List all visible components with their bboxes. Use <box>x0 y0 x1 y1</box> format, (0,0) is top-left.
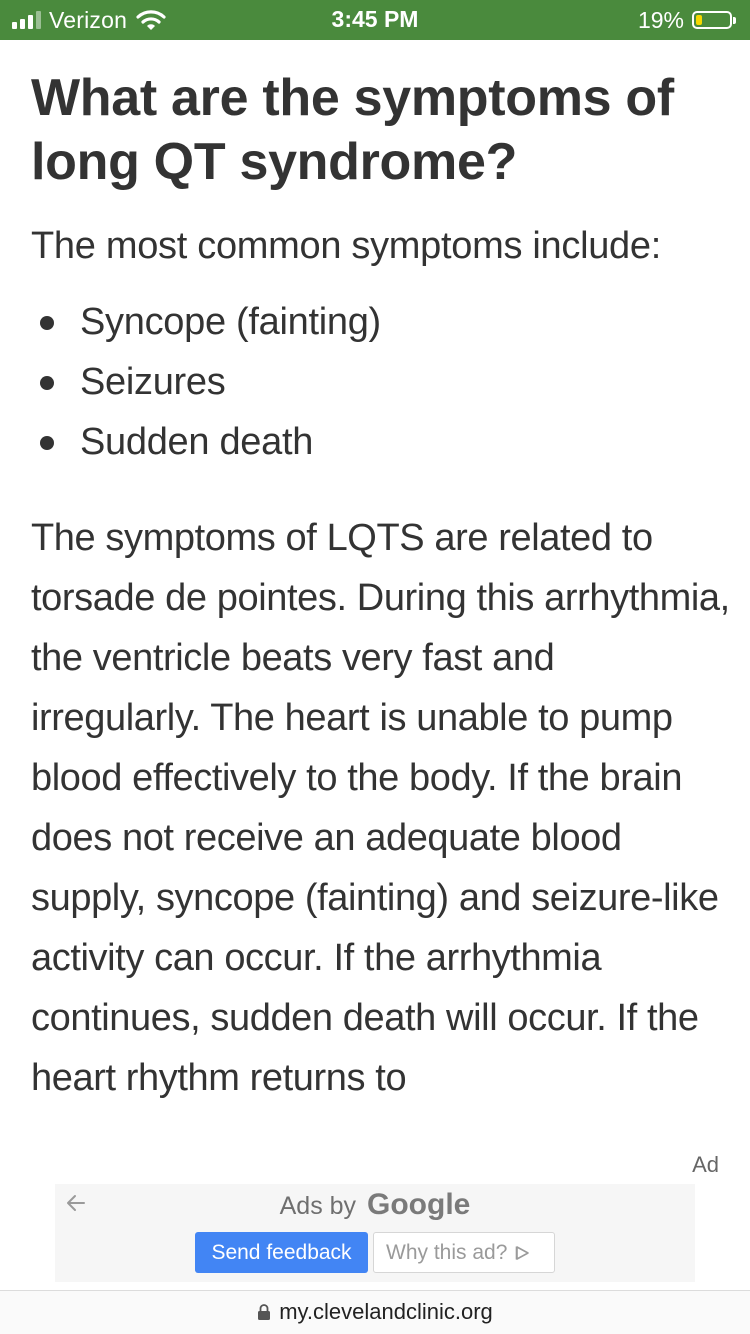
page-title: What are the symptoms of long QT syndrome? <box>31 69 674 191</box>
google-logo: Google <box>367 1188 471 1221</box>
list-item <box>31 352 731 412</box>
body-paragraph: The symptoms of LQTS are related to torsade de pointes. During this arrhythmia, the ventricle beats very fast and irregularly. The heart is unable to pump blood effectively to the body. If the brain does not receive an adequate blood supply, syncope (fainting) and seizure-like activity can occur. If the arrhythmia continues, sudden death will occur. If the heart rhythm returns to <box>31 517 730 1099</box>
ads-by-google <box>55 1188 695 1222</box>
ad-container <box>55 1184 695 1282</box>
play-icon <box>515 1245 531 1261</box>
lock-icon <box>257 1303 271 1321</box>
status-bar <box>0 0 750 40</box>
battery-level <box>696 15 702 25</box>
list-item <box>31 292 731 352</box>
symptom-label: Seizures <box>80 361 226 403</box>
battery-icon <box>692 11 732 29</box>
ads-by-text: Ads by <box>279 1192 357 1220</box>
ad-label: Ad <box>692 1152 719 1177</box>
article <box>31 40 731 1146</box>
carrier-name: Verizon <box>49 6 128 33</box>
list-item <box>31 412 731 472</box>
browser-url-bar[interactable] <box>0 1290 750 1334</box>
status-right <box>638 6 736 34</box>
battery-cap <box>733 17 736 24</box>
symptom-list <box>31 292 731 472</box>
symptom-label: Sudden death <box>80 421 314 463</box>
send-feedback-button[interactable]: Send feedback <box>195 1232 368 1273</box>
bullet-icon <box>40 376 54 390</box>
url-display[interactable] <box>0 1299 750 1325</box>
intro-text: The most common symptoms include: <box>31 225 661 267</box>
battery-percent: 19% <box>637 6 684 33</box>
why-this-ad-label: Why this ad? <box>386 1240 508 1264</box>
clock: 3:45 PM <box>331 6 419 32</box>
url-text: my.clevelandclinic.org <box>279 1299 493 1324</box>
bullet-icon <box>40 436 54 450</box>
bullet-icon <box>40 316 54 330</box>
why-this-ad-button[interactable] <box>373 1232 555 1273</box>
symptom-label: Syncope (fainting) <box>80 301 381 343</box>
